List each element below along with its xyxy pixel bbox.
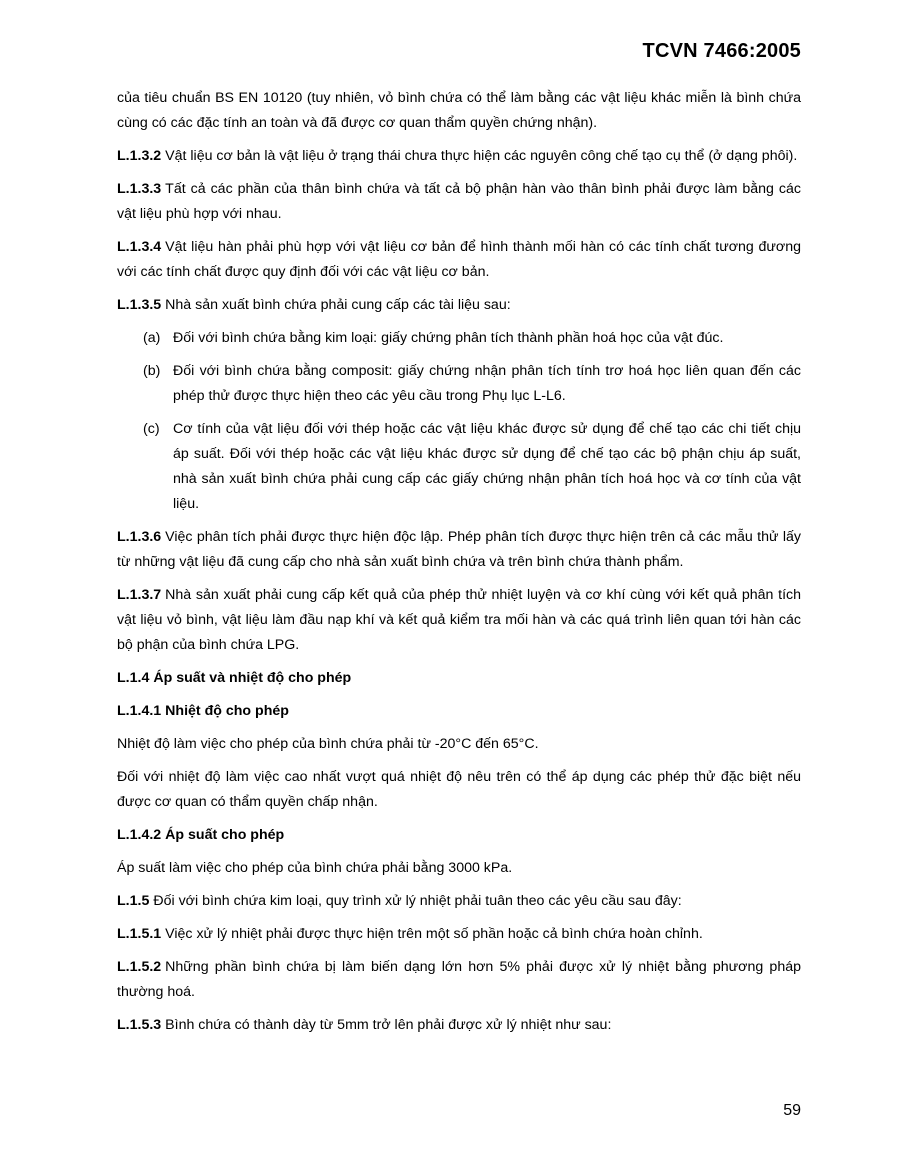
paragraph-text: Cơ tính của vật liệu đối với thép hoặc các vật liệu khác được sử dụng để chế tạo các chi tiết chịu áp suất. Đối với thép hoặc các vật liệu khác được sử dụng để chế tạo các bộ phận chịu áp suất, nhà sản xuất bình chứa phải cung cấp các giấy chứng nhận phân tích hoá học và cơ tính của vật liệu.: [173, 421, 801, 512]
paragraph-text: Đối với bình chứa kim loại, quy trình xử lý nhiệt phải tuân theo các yêu cầu sau đây:: [153, 893, 682, 909]
document-body: [117, 86, 801, 1046]
clause-number: L.1.5.3: [117, 1017, 162, 1033]
paragraph: [117, 1013, 801, 1038]
clause-number: L.1.3.2: [117, 148, 162, 164]
clause-number: L.1.4.2: [117, 827, 162, 843]
clause-number: L.1.3.7: [117, 587, 162, 603]
clause-number: L.1.5.1: [117, 926, 162, 942]
paragraph: [117, 955, 801, 1005]
paragraph-text: Áp suất làm việc cho phép của bình chứa phải bằng 3000 kPa.: [117, 860, 513, 876]
clause-number: L.1.3.3: [117, 181, 162, 197]
paragraph: [117, 293, 801, 318]
list-item: [143, 417, 801, 517]
paragraph-text: Vật liệu hàn phải phù hợp với vật liệu cơ bản để hình thành mối hàn có các tính chất tương đương với các tính chất được quy định đối với các vật liệu cơ bản.: [117, 239, 801, 280]
clause-number: L.1.5.2: [117, 959, 162, 975]
paragraph: [117, 86, 801, 136]
paragraph-text: Đối với nhiệt độ làm việc cao nhất vượt quá nhiệt độ nêu trên có thể áp dụng các phép thử đặc biệt nếu được cơ quan có thẩm quyền chấp nhận.: [117, 769, 801, 810]
heading-text: Áp suất cho phép: [165, 827, 285, 843]
section-heading: [117, 666, 801, 691]
heading-text: Nhiệt độ cho phép: [165, 703, 289, 719]
paragraph: [117, 922, 801, 947]
list-item: [143, 326, 801, 351]
paragraph-text: Nhà sản xuất bình chứa phải cung cấp các tài liệu sau:: [165, 297, 511, 313]
paragraph: [117, 889, 801, 914]
paragraph: [117, 177, 801, 227]
section-heading: [117, 699, 801, 724]
list-item-label: (a): [143, 330, 161, 346]
heading-text: Áp suất và nhiệt độ cho phép: [153, 670, 352, 686]
paragraph: [117, 583, 801, 658]
paragraph: [117, 235, 801, 285]
clause-number: L.1.5: [117, 893, 150, 909]
clause-number: L.1.4: [117, 670, 150, 686]
document-code: TCVN 7466:2005: [642, 40, 801, 62]
paragraph: [117, 525, 801, 575]
paragraph-text: Việc xử lý nhiệt phải được thực hiện trên một số phần hoặc cả bình chứa hoàn chỉnh.: [165, 926, 703, 942]
list-item: [143, 359, 801, 409]
list-item-label: (c): [143, 421, 160, 437]
paragraph-text: Những phần bình chứa bị làm biến dạng lớn hơn 5% phải được xử lý nhiệt bằng phương pháp thường hoá.: [117, 959, 801, 1000]
paragraph-text: Vật liệu cơ bản là vật liệu ở trạng thái chưa thực hiện các nguyên công chế tạo cụ thể (ở dạng phôi).: [165, 148, 798, 164]
page-number: 59: [783, 1102, 801, 1119]
clause-number: L.1.3.6: [117, 529, 162, 545]
paragraph-text: Nhiệt độ làm việc cho phép của bình chứa phải từ -20°C đến 65°C.: [117, 736, 539, 752]
clause-number: L.1.4.1: [117, 703, 162, 719]
paragraph: [117, 765, 801, 815]
paragraph-text: Nhà sản xuất phải cung cấp kết quả của phép thử nhiệt luyện và cơ khí cùng với kết quả phân tích vật liệu vỏ bình, vật liệu làm đầu nạp khí và kết quả kiểm tra mối hàn và các quá trình liên quan tới hàn các bộ phận của bình chứa LPG.: [117, 587, 801, 653]
clause-number: L.1.3.5: [117, 297, 162, 313]
paragraph-text: Việc phân tích phải được thực hiện độc lập. Phép phân tích được thực hiện trên cả các mẫu thử lấy từ những vật liệu đã cung cấp cho nhà sản xuất bình chứa và trên bình chứa thành phẩm.: [117, 529, 801, 570]
paragraph-text: Đối với bình chứa bằng kim loại: giấy chứng phân tích thành phần hoá học của vật đúc.: [173, 330, 724, 346]
paragraph-text: Tất cả các phần của thân bình chứa và tất cả bộ phận hàn vào thân bình phải được làm bằng các vật liệu phù hợp với nhau.: [117, 181, 801, 222]
paragraph-text: của tiêu chuẩn BS EN 10120 (tuy nhiên, vỏ bình chứa có thể làm bằng các vật liệu khác miễn là bình chứa cùng có các đặc tính an toàn và đã được cơ quan thẩm quyền chứng nhận).: [117, 90, 801, 131]
clause-number: L.1.3.4: [117, 239, 162, 255]
list-item-label: (b): [143, 363, 161, 379]
paragraph: [117, 732, 801, 757]
section-heading: [117, 823, 801, 848]
paragraph-text: Bình chứa có thành dày từ 5mm trở lên phải được xử lý nhiệt như sau:: [165, 1017, 612, 1033]
paragraph-text: Đối với bình chứa bằng composit: giấy chứng nhận phân tích tính trơ hoá học liên quan đến các phép thử được thực hiện theo các yêu cầu trong Phụ lục L-L6.: [173, 363, 801, 404]
paragraph: [117, 144, 801, 169]
paragraph: [117, 856, 801, 881]
